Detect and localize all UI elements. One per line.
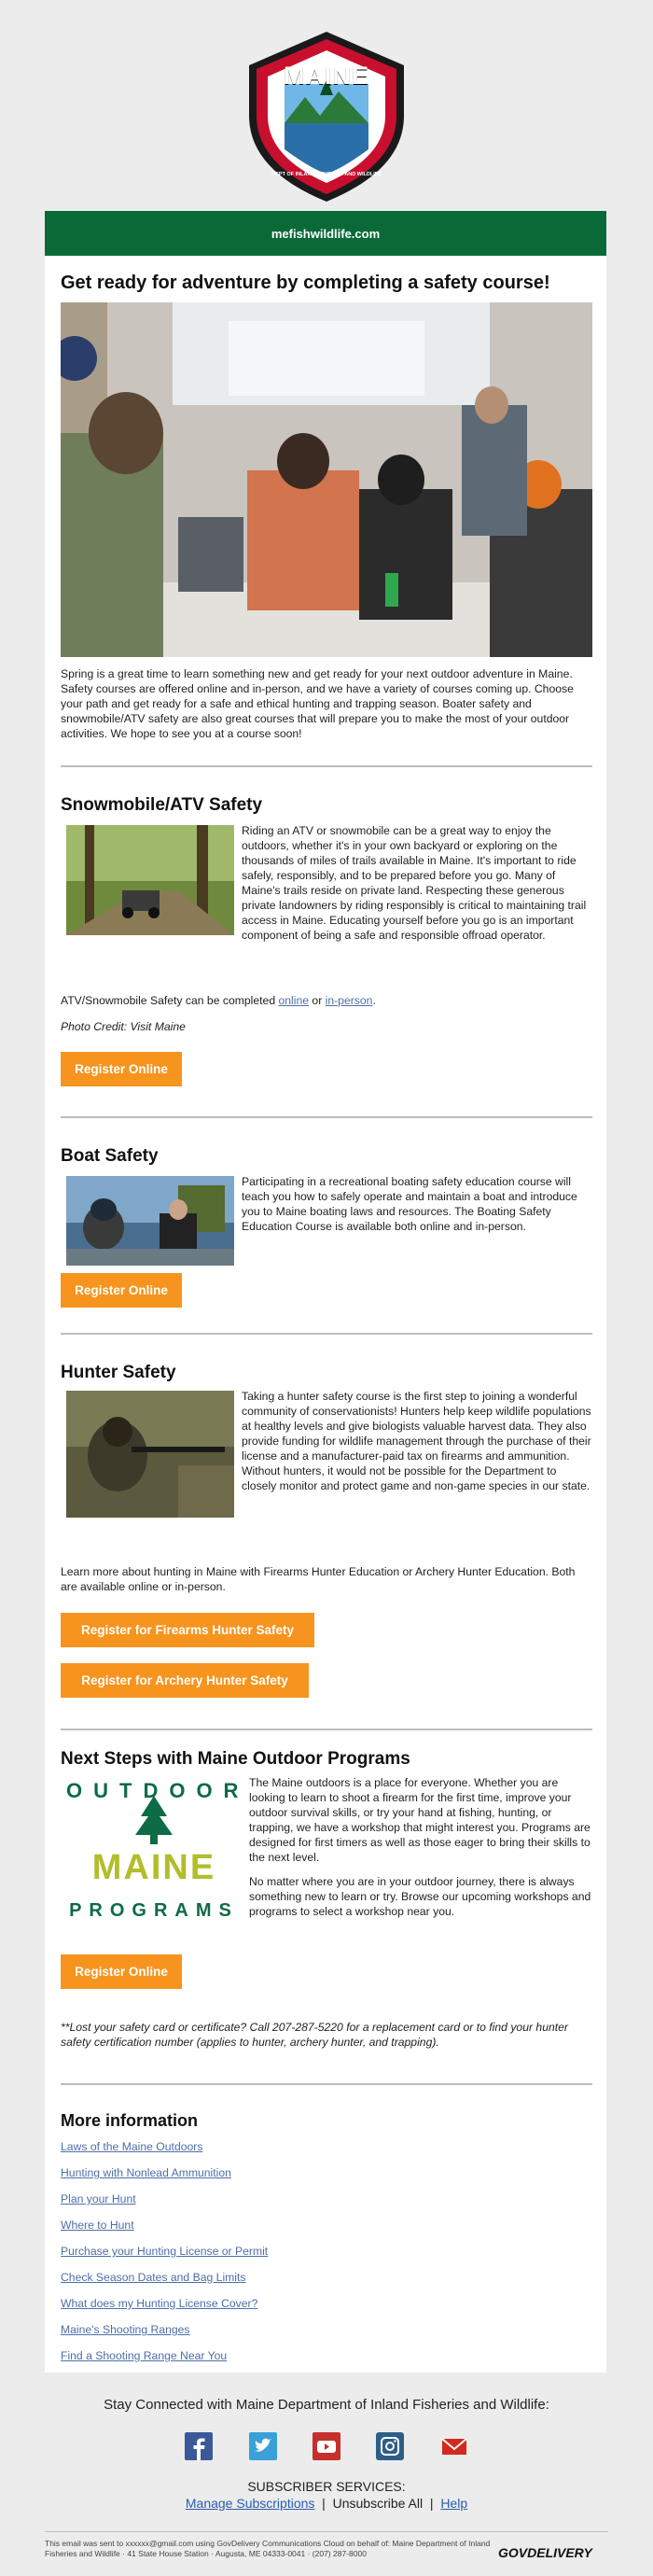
link-nonlead[interactable]: Hunting with Nonlead Ammunition	[61, 2166, 231, 2179]
programs-register-button[interactable]: Register Online	[61, 1954, 182, 1989]
divider	[61, 765, 592, 767]
twitter-icon[interactable]	[249, 2432, 277, 2460]
lost-card-note: **Lost your safety card or certificate? Call 207-287-5220 for a replacement card or to find your hunter safety certification number (applies to hunter, archery hunter, and trapping).	[61, 2021, 568, 2049]
link-shooting-ranges[interactable]: Maine's Shooting Ranges	[61, 2323, 190, 2336]
firearms-register-button[interactable]: Register for Firearms Hunter Safety	[61, 1613, 314, 1647]
link-purchase-license[interactable]: Purchase your Hunting License or Permit	[61, 2245, 269, 2258]
link-license-cover[interactable]: What does my Hunting License Cover?	[61, 2297, 258, 2310]
subscriber-links	[0, 2496, 653, 2511]
intro-body: Spring is a great time to learn something new and get ready for your next outdoor adventure in Maine. Safety courses are offered online and in-person, and we have a variety of courses coming up. Choose your path and get ready for a safe and ethical hunting and trapping season. Boater safety and snowmobile/ATV safety are also great courses that will prepare you to make the most of your outdoor activities. We hope to see you at a course soon!	[61, 667, 574, 740]
hunter-more: Learn more about hunting in Maine with Firearms Hunter Education or Archery Hunter Education. Both are available online or in-person.	[61, 1565, 576, 1593]
footer-divider	[45, 2531, 608, 2532]
unsubscribe-all-link[interactable]: Unsubscribe All	[332, 2496, 424, 2511]
boat-heading: Boat Safety	[61, 1146, 159, 1166]
boat-section	[61, 1174, 592, 1269]
atv-completed	[61, 993, 592, 1008]
atv-body: Riding an ATV or snowmobile can be a great way to enjoy the outdoors, whether it's in your own backyard or exploring on the thousands of miles of trails available in Maine. It's important to ride safely, responsibly, and to be prepared before you go. Many of Maine's trails reside on private land. Respecting these generous private landowners by riding responsibly is critical to maintaining trail access in Maine. Educating yourself before you go is an important component of being a safe and responsible offroad operator.	[242, 824, 587, 942]
boat-photo	[66, 1176, 234, 1266]
atv-heading: Snowmobile/ATV Safety	[61, 795, 263, 815]
email-icon[interactable]	[440, 2432, 468, 2460]
separator: |	[423, 2496, 441, 2511]
link-laws[interactable]: Laws of the Maine Outdoors	[61, 2140, 203, 2153]
hunter-body: Taking a hunter safety course is the first step to joining a wonderful community of conservationists! Hunters help keep wildlife populations at healthy levels and give biologists valuable harvest data. They also provide funding for wildlife management through the purchase of their license and a manufacturer-paid tax on firearms and ammunition. Without hunters, it would not be possible for the Department to closely monitor and protect game and non-game species in our state.	[242, 1390, 591, 1492]
outdoor-programs-logo	[66, 1777, 250, 1941]
govdelivery-logo: GOVDELIVERY	[498, 2545, 592, 2560]
site-link[interactable]: mefishwildlife.com	[271, 226, 381, 241]
logo-title: MAINE	[284, 62, 369, 90]
instagram-icon[interactable]	[376, 2432, 404, 2460]
site-link-bar	[45, 211, 606, 256]
link-find-range[interactable]: Find a Shooting Range Near You	[61, 2349, 228, 2362]
programs-body-1: The Maine outdoors is a place for everyone. Whether you are looking to learn to shoot a firearm for the first time, improve your outdoor survival skills, or try your hand at fishing, hunting, or trapping, we have a workshop that might interest you. Programs are designed for first timers as well as those eager to bring their skills to the next level.	[249, 1776, 590, 1864]
hunter-section	[61, 1389, 592, 1521]
atv-period: .	[372, 994, 376, 1007]
subscriber-services-label: SUBSCRIBER SERVICES:	[247, 2479, 406, 2494]
atv-or-text: or	[309, 994, 326, 1007]
stay-connected-text: Stay Connected with Maine Department of Inland Fisheries and Wildlife:	[104, 2397, 549, 2413]
youtube-icon[interactable]	[313, 2432, 340, 2460]
logo-subtitle: DEPT OF INLAND FISHERIES AND WILDLIFE	[271, 172, 382, 177]
footer-legal: This email was sent to xxxxxx@gmail.com using GovDelivery Communications Cloud on behalf of: Maine Department of Inland Fisheries and Wildlife · 41 State House Station · Augusta, ME 04333-0041 · (207) 287-8000	[45, 2539, 491, 2558]
atv-photo-credit: Photo Credit: Visit Maine	[61, 1020, 186, 1033]
divider	[61, 1116, 592, 1118]
divider	[61, 1729, 592, 1730]
boat-body: Participating in a recreational boating safety education course will teach you how to safely operate and maintain a boat and introduce you to Maine boating laws and resources. The Boating Safety Education Course is available both online and in-person.	[242, 1175, 577, 1233]
logo-maine-text: MAINE	[91, 1848, 216, 1887]
logo-programs-text: PROGRAMS	[69, 1900, 239, 1921]
page-title: Get ready for adventure by completing a safety course!	[61, 273, 550, 293]
link-where-to-hunt[interactable]: Where to Hunt	[61, 2219, 134, 2232]
help-link[interactable]: Help	[440, 2496, 468, 2511]
archery-register-button[interactable]: Register for Archery Hunter Safety	[61, 1663, 309, 1698]
divider	[61, 2083, 592, 2085]
logo-outdoor-text: OUTDOOR	[66, 1779, 250, 1802]
programs-section	[61, 1775, 592, 1945]
programs-body-2: No matter where you are in your outdoor journey, there is always something new to learn or try. Browse our upcoming workshops and programs to select a workshop near you.	[249, 1875, 591, 1918]
classroom-photo	[61, 302, 592, 657]
more-info-links	[61, 2139, 592, 2374]
content-card	[45, 256, 606, 2373]
programs-heading: Next Steps with Maine Outdoor Programs	[61, 1749, 410, 1769]
atv-online-link[interactable]: online	[278, 994, 310, 1007]
facebook-icon[interactable]	[185, 2432, 213, 2460]
manage-subscriptions-link[interactable]: Manage Subscriptions	[185, 2496, 315, 2511]
divider	[61, 1333, 592, 1335]
link-season-dates[interactable]: Check Season Dates and Bag Limits	[61, 2271, 246, 2284]
hunter-heading: Hunter Safety	[61, 1363, 176, 1382]
atv-register-button[interactable]: Register Online	[61, 1052, 182, 1086]
atv-completed-text: ATV/Snowmobile Safety can be completed	[61, 994, 279, 1007]
atv-inperson-link[interactable]: in-person	[325, 994, 373, 1007]
atv-photo	[66, 825, 234, 935]
hunter-photo	[66, 1391, 234, 1518]
more-info-heading: More information	[61, 2111, 198, 2130]
social-links	[0, 2432, 653, 2465]
separator: |	[314, 2496, 333, 2511]
link-plan-hunt[interactable]: Plan your Hunt	[61, 2192, 136, 2205]
atv-section	[61, 823, 592, 943]
boat-register-button[interactable]: Register Online	[61, 1273, 182, 1308]
